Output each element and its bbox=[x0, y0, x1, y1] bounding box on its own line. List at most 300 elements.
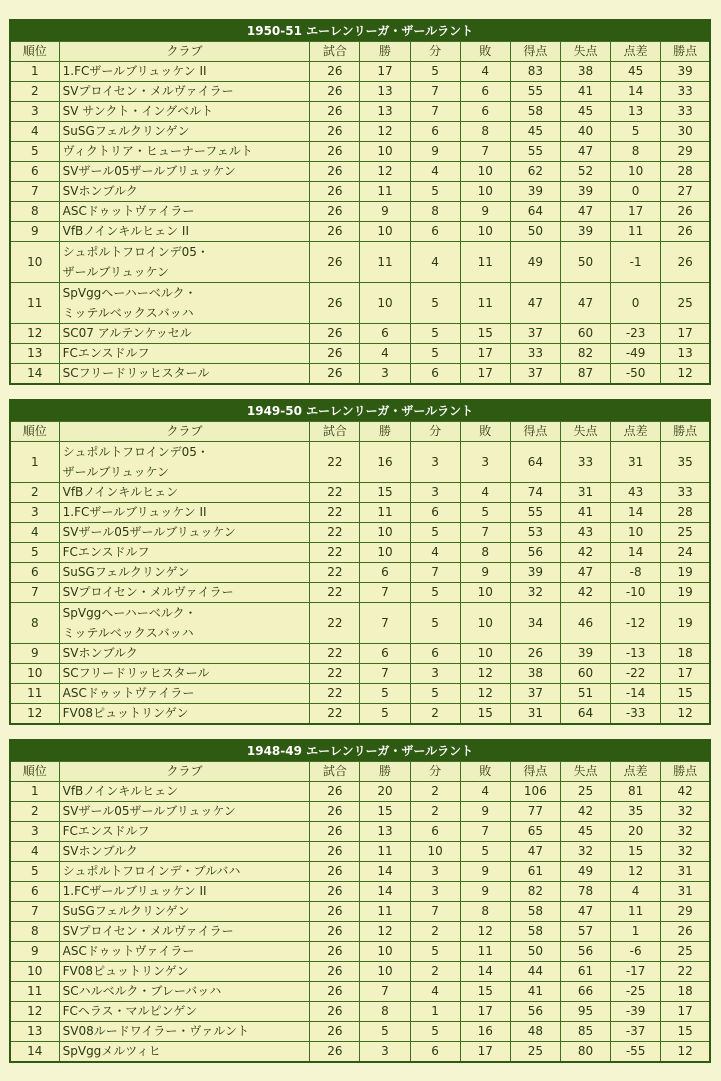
cell-goals-against: 31 bbox=[560, 483, 610, 503]
cell-points: 25 bbox=[661, 523, 710, 543]
cell-club[interactable]: SV サンクト・イングベルト bbox=[59, 102, 310, 122]
cell-played: 26 bbox=[310, 344, 360, 364]
cell-goals-for: 82 bbox=[510, 882, 560, 902]
cell-position: 2 bbox=[10, 82, 59, 102]
cell-played: 22 bbox=[310, 483, 360, 503]
cell-club[interactable]: SuSGフェルクリンゲン bbox=[59, 902, 310, 922]
cell-drawn: 7 bbox=[410, 82, 460, 102]
cell-goals-against: 42 bbox=[560, 802, 610, 822]
cell-lost: 12 bbox=[460, 664, 510, 684]
cell-goals-against: 78 bbox=[560, 882, 610, 902]
cell-goals-against: 41 bbox=[560, 82, 610, 102]
cell-lost: 17 bbox=[460, 364, 510, 385]
cell-goal-diff: 11 bbox=[611, 902, 661, 922]
cell-played: 26 bbox=[310, 982, 360, 1002]
cell-won: 11 bbox=[360, 503, 410, 523]
cell-drawn: 2 bbox=[410, 922, 460, 942]
cell-won: 12 bbox=[360, 122, 410, 142]
cell-played: 22 bbox=[310, 664, 360, 684]
cell-won: 10 bbox=[360, 142, 410, 162]
cell-goal-diff: 20 bbox=[611, 822, 661, 842]
cell-club[interactable]: 1.FCザールブリュッケン II bbox=[59, 503, 310, 523]
cell-drawn: 3 bbox=[410, 483, 460, 503]
cell-position: 8 bbox=[10, 202, 59, 222]
table-row bbox=[10, 962, 710, 982]
cell-club[interactable]: FCエンスドルフ bbox=[59, 822, 310, 842]
cell-club[interactable]: SuSGフェルクリンゲン bbox=[59, 122, 310, 142]
cell-goal-diff: -14 bbox=[611, 684, 661, 704]
cell-goals-against: 45 bbox=[560, 822, 610, 842]
column-header-goals-against: 失点 bbox=[560, 762, 610, 782]
cell-position: 9 bbox=[10, 222, 59, 242]
cell-won: 8 bbox=[360, 1002, 410, 1022]
table-row bbox=[10, 882, 710, 902]
cell-goals-against: 47 bbox=[560, 563, 610, 583]
cell-won: 14 bbox=[360, 862, 410, 882]
cell-lost: 15 bbox=[460, 982, 510, 1002]
cell-goals-against: 95 bbox=[560, 1002, 610, 1022]
cell-goal-diff: -6 bbox=[611, 942, 661, 962]
cell-played: 26 bbox=[310, 842, 360, 862]
cell-club[interactable]: VfBノインキルヒェン bbox=[59, 782, 310, 802]
cell-goal-diff: -33 bbox=[611, 704, 661, 725]
cell-lost: 11 bbox=[460, 283, 510, 324]
standings-table-1948-49 bbox=[9, 739, 711, 1063]
cell-goals-for: 45 bbox=[510, 122, 560, 142]
cell-goals-against: 33 bbox=[560, 442, 610, 483]
table-row bbox=[10, 644, 710, 664]
cell-club[interactable]: SVプロイセン・メルヴァイラー bbox=[59, 583, 310, 603]
cell-goals-for: 74 bbox=[510, 483, 560, 503]
table-row bbox=[10, 283, 710, 324]
column-header-lost: 敗 bbox=[460, 762, 510, 782]
cell-position: 8 bbox=[10, 603, 59, 644]
cell-played: 26 bbox=[310, 62, 360, 82]
cell-lost: 17 bbox=[460, 344, 510, 364]
cell-goals-against: 39 bbox=[560, 644, 610, 664]
cell-points: 32 bbox=[661, 802, 710, 822]
cell-club[interactable]: SuSGフェルクリンゲン bbox=[59, 563, 310, 583]
cell-lost: 8 bbox=[460, 122, 510, 142]
cell-points: 29 bbox=[661, 142, 710, 162]
cell-goals-against: 80 bbox=[560, 1042, 610, 1063]
cell-lost: 5 bbox=[460, 503, 510, 523]
cell-drawn: 8 bbox=[410, 202, 460, 222]
table-row bbox=[10, 483, 710, 503]
cell-club[interactable]: VfBノインキルヒェン bbox=[59, 483, 310, 503]
cell-club[interactable]: ASCドゥットヴァイラー bbox=[59, 684, 310, 704]
cell-lost: 4 bbox=[460, 62, 510, 82]
cell-played: 26 bbox=[310, 782, 360, 802]
cell-drawn: 5 bbox=[410, 583, 460, 603]
cell-played: 26 bbox=[310, 364, 360, 385]
cell-club[interactable]: FCヘラス・マルピンゲン bbox=[59, 1002, 310, 1022]
cell-won: 4 bbox=[360, 344, 410, 364]
cell-lost: 7 bbox=[460, 523, 510, 543]
cell-club[interactable]: シュポルトフロインデ・ブルバハ bbox=[59, 862, 310, 882]
cell-drawn: 5 bbox=[410, 344, 460, 364]
column-header-won: 勝 bbox=[360, 762, 410, 782]
cell-goals-against: 47 bbox=[560, 902, 610, 922]
column-header-goal-diff: 点差 bbox=[611, 762, 661, 782]
cell-position: 5 bbox=[10, 862, 59, 882]
cell-points: 28 bbox=[661, 162, 710, 182]
cell-played: 22 bbox=[310, 543, 360, 563]
cell-goal-diff: 13 bbox=[611, 102, 661, 122]
cell-drawn: 5 bbox=[410, 283, 460, 324]
cell-won: 10 bbox=[360, 283, 410, 324]
cell-club[interactable]: FCエンスドルフ bbox=[59, 344, 310, 364]
cell-goals-for: 32 bbox=[510, 583, 560, 603]
table-row bbox=[10, 162, 710, 182]
cell-goals-against: 39 bbox=[560, 182, 610, 202]
cell-played: 22 bbox=[310, 603, 360, 644]
cell-goals-for: 58 bbox=[510, 902, 560, 922]
table-row bbox=[10, 202, 710, 222]
cell-goals-for: 25 bbox=[510, 1042, 560, 1063]
cell-goals-for: 62 bbox=[510, 162, 560, 182]
cell-lost: 11 bbox=[460, 942, 510, 962]
table-row bbox=[10, 82, 710, 102]
cell-won: 15 bbox=[360, 483, 410, 503]
cell-goals-for: 39 bbox=[510, 563, 560, 583]
cell-club[interactable]: SpVggヘーハーベルク・ ミッテルベックスバッハ bbox=[59, 603, 310, 644]
cell-position: 13 bbox=[10, 344, 59, 364]
cell-position: 14 bbox=[10, 364, 59, 385]
cell-drawn: 3 bbox=[410, 882, 460, 902]
cell-position: 13 bbox=[10, 1022, 59, 1042]
table-row bbox=[10, 222, 710, 242]
cell-lost: 8 bbox=[460, 902, 510, 922]
cell-goals-against: 25 bbox=[560, 782, 610, 802]
cell-points: 15 bbox=[661, 684, 710, 704]
cell-points: 32 bbox=[661, 842, 710, 862]
cell-goals-for: 31 bbox=[510, 704, 560, 725]
cell-position: 4 bbox=[10, 842, 59, 862]
column-header-goal-diff: 点差 bbox=[611, 422, 661, 442]
table-row bbox=[10, 664, 710, 684]
cell-won: 10 bbox=[360, 222, 410, 242]
cell-club[interactable]: SVザール05ザールブリュッケン bbox=[59, 162, 310, 182]
cell-goals-for: 50 bbox=[510, 222, 560, 242]
cell-goal-diff: 5 bbox=[611, 122, 661, 142]
cell-club[interactable]: SVザール05ザールブリュッケン bbox=[59, 523, 310, 543]
cell-club[interactable]: FCエンスドルフ bbox=[59, 543, 310, 563]
cell-goals-for: 61 bbox=[510, 862, 560, 882]
cell-drawn: 2 bbox=[410, 782, 460, 802]
cell-club[interactable]: SCフリードリッヒスタール bbox=[59, 364, 310, 385]
cell-points: 12 bbox=[661, 704, 710, 725]
cell-goals-against: 39 bbox=[560, 222, 610, 242]
cell-goals-for: 56 bbox=[510, 1002, 560, 1022]
cell-drawn: 6 bbox=[410, 503, 460, 523]
cell-played: 26 bbox=[310, 82, 360, 102]
table-row bbox=[10, 523, 710, 543]
cell-drawn: 7 bbox=[410, 102, 460, 122]
cell-position: 12 bbox=[10, 1002, 59, 1022]
cell-club[interactable]: 1.FCザールブリュッケン II bbox=[59, 62, 310, 82]
cell-position: 12 bbox=[10, 704, 59, 725]
cell-points: 17 bbox=[661, 664, 710, 684]
cell-club[interactable]: SC07 アルテンケッセル bbox=[59, 324, 310, 344]
column-header-drawn: 分 bbox=[410, 762, 460, 782]
season-title: 1949-50 エーレンリーガ・ザールラント bbox=[10, 400, 710, 422]
cell-played: 26 bbox=[310, 242, 360, 283]
cell-drawn: 1 bbox=[410, 1002, 460, 1022]
cell-club[interactable]: SVプロイセン・メルヴァイラー bbox=[59, 922, 310, 942]
cell-goal-diff: 11 bbox=[611, 222, 661, 242]
cell-position: 3 bbox=[10, 503, 59, 523]
cell-club[interactable]: SVプロイセン・メルヴァイラー bbox=[59, 82, 310, 102]
cell-played: 22 bbox=[310, 442, 360, 483]
cell-position: 7 bbox=[10, 902, 59, 922]
cell-position: 11 bbox=[10, 283, 59, 324]
cell-points: 33 bbox=[661, 102, 710, 122]
column-header-played: 試合 bbox=[310, 42, 360, 62]
cell-goals-for: 44 bbox=[510, 962, 560, 982]
cell-won: 3 bbox=[360, 1042, 410, 1063]
cell-club[interactable]: SVホンブルク bbox=[59, 842, 310, 862]
cell-goal-diff: -55 bbox=[611, 1042, 661, 1063]
cell-lost: 12 bbox=[460, 922, 510, 942]
cell-points: 13 bbox=[661, 344, 710, 364]
cell-played: 22 bbox=[310, 684, 360, 704]
cell-lost: 9 bbox=[460, 862, 510, 882]
cell-goal-diff: -13 bbox=[611, 644, 661, 664]
cell-goal-diff: -10 bbox=[611, 583, 661, 603]
cell-goal-diff: 12 bbox=[611, 862, 661, 882]
cell-drawn: 5 bbox=[410, 942, 460, 962]
cell-goal-diff: 14 bbox=[611, 543, 661, 563]
cell-drawn: 5 bbox=[410, 523, 460, 543]
cell-club[interactable]: ASCドゥットヴァイラー bbox=[59, 202, 310, 222]
cell-goal-diff: -1 bbox=[611, 242, 661, 283]
column-header-lost: 敗 bbox=[460, 422, 510, 442]
cell-drawn: 3 bbox=[410, 862, 460, 882]
cell-points: 28 bbox=[661, 503, 710, 523]
cell-drawn: 4 bbox=[410, 162, 460, 182]
cell-club[interactable]: SVホンブルク bbox=[59, 644, 310, 664]
cell-club[interactable]: シュポルトフロインデ05・ ザールブリュッケン bbox=[59, 242, 310, 283]
cell-lost: 9 bbox=[460, 563, 510, 583]
cell-position: 9 bbox=[10, 644, 59, 664]
cell-won: 13 bbox=[360, 102, 410, 122]
cell-club[interactable]: FV08ピュットリンゲン bbox=[59, 704, 310, 725]
cell-position: 5 bbox=[10, 142, 59, 162]
table-row bbox=[10, 122, 710, 142]
cell-points: 33 bbox=[661, 483, 710, 503]
cell-goals-against: 49 bbox=[560, 862, 610, 882]
cell-position: 1 bbox=[10, 442, 59, 483]
cell-won: 9 bbox=[360, 202, 410, 222]
cell-lost: 14 bbox=[460, 962, 510, 982]
cell-club[interactable]: SpVggヘーハーベルク・ ミッテルベックスバッハ bbox=[59, 283, 310, 324]
cell-position: 6 bbox=[10, 563, 59, 583]
table-row bbox=[10, 364, 710, 385]
cell-goals-against: 42 bbox=[560, 543, 610, 563]
cell-goals-for: 77 bbox=[510, 802, 560, 822]
cell-points: 26 bbox=[661, 242, 710, 283]
cell-won: 7 bbox=[360, 664, 410, 684]
cell-lost: 8 bbox=[460, 543, 510, 563]
cell-position: 8 bbox=[10, 922, 59, 942]
column-header-points: 勝点 bbox=[661, 422, 710, 442]
cell-goals-for: 106 bbox=[510, 782, 560, 802]
cell-position: 14 bbox=[10, 1042, 59, 1063]
table-row bbox=[10, 862, 710, 882]
cell-goals-against: 40 bbox=[560, 122, 610, 142]
cell-goals-for: 65 bbox=[510, 822, 560, 842]
cell-points: 39 bbox=[661, 62, 710, 82]
cell-goal-diff: 15 bbox=[611, 842, 661, 862]
cell-lost: 10 bbox=[460, 583, 510, 603]
table-row bbox=[10, 704, 710, 725]
column-header-club: クラブ bbox=[59, 422, 310, 442]
cell-goals-against: 61 bbox=[560, 962, 610, 982]
cell-won: 7 bbox=[360, 583, 410, 603]
cell-club[interactable]: SCフリードリッヒスタール bbox=[59, 664, 310, 684]
cell-drawn: 4 bbox=[410, 982, 460, 1002]
cell-lost: 12 bbox=[460, 684, 510, 704]
cell-position: 7 bbox=[10, 583, 59, 603]
cell-lost: 10 bbox=[460, 644, 510, 664]
table-row bbox=[10, 503, 710, 523]
cell-goals-for: 33 bbox=[510, 344, 560, 364]
table-row bbox=[10, 942, 710, 962]
column-header-goals-for: 得点 bbox=[510, 762, 560, 782]
cell-goal-diff: -37 bbox=[611, 1022, 661, 1042]
cell-club[interactable]: SCハルベルク・ブレーバッハ bbox=[59, 982, 310, 1002]
cell-won: 10 bbox=[360, 962, 410, 982]
cell-played: 22 bbox=[310, 644, 360, 664]
cell-drawn: 6 bbox=[410, 222, 460, 242]
cell-club[interactable]: FV08ピュットリンゲン bbox=[59, 962, 310, 982]
cell-goals-against: 60 bbox=[560, 664, 610, 684]
cell-won: 11 bbox=[360, 182, 410, 202]
cell-goal-diff: 10 bbox=[611, 162, 661, 182]
cell-drawn: 4 bbox=[410, 543, 460, 563]
table-row bbox=[10, 62, 710, 82]
cell-points: 30 bbox=[661, 122, 710, 142]
cell-club[interactable]: ASCドゥットヴァイラー bbox=[59, 942, 310, 962]
season-title: 1948-49 エーレンリーガ・ザールラント bbox=[10, 740, 710, 762]
cell-played: 26 bbox=[310, 283, 360, 324]
table-row bbox=[10, 142, 710, 162]
cell-lost: 9 bbox=[460, 202, 510, 222]
column-header-points: 勝点 bbox=[661, 762, 710, 782]
column-header-position: 順位 bbox=[10, 42, 59, 62]
cell-club[interactable]: SV08ルードワイラー・ヴァルント bbox=[59, 1022, 310, 1042]
cell-goals-against: 47 bbox=[560, 142, 610, 162]
standings-table-1949-50 bbox=[9, 399, 711, 725]
table-row bbox=[10, 583, 710, 603]
cell-goals-against: 41 bbox=[560, 503, 610, 523]
cell-goals-for: 38 bbox=[510, 664, 560, 684]
cell-points: 19 bbox=[661, 563, 710, 583]
cell-points: 26 bbox=[661, 922, 710, 942]
cell-goals-for: 64 bbox=[510, 202, 560, 222]
cell-lost: 15 bbox=[460, 704, 510, 725]
cell-drawn: 3 bbox=[410, 664, 460, 684]
column-header-points: 勝点 bbox=[661, 42, 710, 62]
cell-won: 13 bbox=[360, 82, 410, 102]
cell-club[interactable]: VfBノインキルヒェン II bbox=[59, 222, 310, 242]
cell-played: 26 bbox=[310, 182, 360, 202]
cell-lost: 4 bbox=[460, 782, 510, 802]
cell-played: 26 bbox=[310, 1022, 360, 1042]
cell-played: 22 bbox=[310, 503, 360, 523]
cell-points: 32 bbox=[661, 822, 710, 842]
cell-lost: 6 bbox=[460, 102, 510, 122]
cell-played: 26 bbox=[310, 822, 360, 842]
cell-goal-diff: -12 bbox=[611, 603, 661, 644]
cell-goal-diff: 0 bbox=[611, 283, 661, 324]
cell-played: 26 bbox=[310, 222, 360, 242]
cell-club[interactable]: SVザール05ザールブリュッケン bbox=[59, 802, 310, 822]
cell-goal-diff: -50 bbox=[611, 364, 661, 385]
cell-played: 22 bbox=[310, 583, 360, 603]
cell-won: 7 bbox=[360, 603, 410, 644]
column-header-row bbox=[10, 762, 710, 782]
cell-goal-diff: 14 bbox=[611, 82, 661, 102]
standings-table-1950-51 bbox=[9, 19, 711, 385]
cell-won: 10 bbox=[360, 942, 410, 962]
column-header-drawn: 分 bbox=[410, 42, 460, 62]
season-title: 1950-51 エーレンリーガ・ザールラント bbox=[10, 20, 710, 42]
cell-points: 12 bbox=[661, 364, 710, 385]
cell-points: 18 bbox=[661, 644, 710, 664]
cell-drawn: 2 bbox=[410, 962, 460, 982]
cell-lost: 15 bbox=[460, 324, 510, 344]
cell-played: 26 bbox=[310, 202, 360, 222]
cell-lost: 3 bbox=[460, 442, 510, 483]
cell-points: 19 bbox=[661, 583, 710, 603]
cell-club[interactable]: SVホンブルク bbox=[59, 182, 310, 202]
cell-points: 42 bbox=[661, 782, 710, 802]
cell-club[interactable]: ヴィクトリア・ヒューナーフェルト bbox=[59, 142, 310, 162]
cell-points: 26 bbox=[661, 202, 710, 222]
cell-goals-against: 46 bbox=[560, 603, 610, 644]
cell-goal-diff: -39 bbox=[611, 1002, 661, 1022]
cell-lost: 16 bbox=[460, 1022, 510, 1042]
cell-club[interactable]: SpVggメルツィヒ bbox=[59, 1042, 310, 1063]
cell-club[interactable]: 1.FCザールブリュッケン II bbox=[59, 882, 310, 902]
cell-drawn: 5 bbox=[410, 324, 460, 344]
cell-won: 16 bbox=[360, 442, 410, 483]
cell-goal-diff: -8 bbox=[611, 563, 661, 583]
cell-position: 10 bbox=[10, 664, 59, 684]
cell-lost: 10 bbox=[460, 603, 510, 644]
cell-played: 26 bbox=[310, 922, 360, 942]
column-header-position: 順位 bbox=[10, 422, 59, 442]
cell-drawn: 5 bbox=[410, 684, 460, 704]
table-row bbox=[10, 902, 710, 922]
cell-goal-diff: 1 bbox=[611, 922, 661, 942]
cell-position: 10 bbox=[10, 962, 59, 982]
cell-points: 17 bbox=[661, 324, 710, 344]
cell-goals-for: 47 bbox=[510, 283, 560, 324]
cell-lost: 10 bbox=[460, 182, 510, 202]
cell-club[interactable]: シュポルトフロインデ05・ ザールブリュッケン bbox=[59, 442, 310, 483]
cell-position: 10 bbox=[10, 242, 59, 283]
cell-drawn: 5 bbox=[410, 1022, 460, 1042]
cell-points: 31 bbox=[661, 882, 710, 902]
cell-drawn: 5 bbox=[410, 182, 460, 202]
cell-drawn: 6 bbox=[410, 122, 460, 142]
cell-won: 6 bbox=[360, 324, 410, 344]
cell-played: 26 bbox=[310, 942, 360, 962]
cell-goals-against: 50 bbox=[560, 242, 610, 283]
